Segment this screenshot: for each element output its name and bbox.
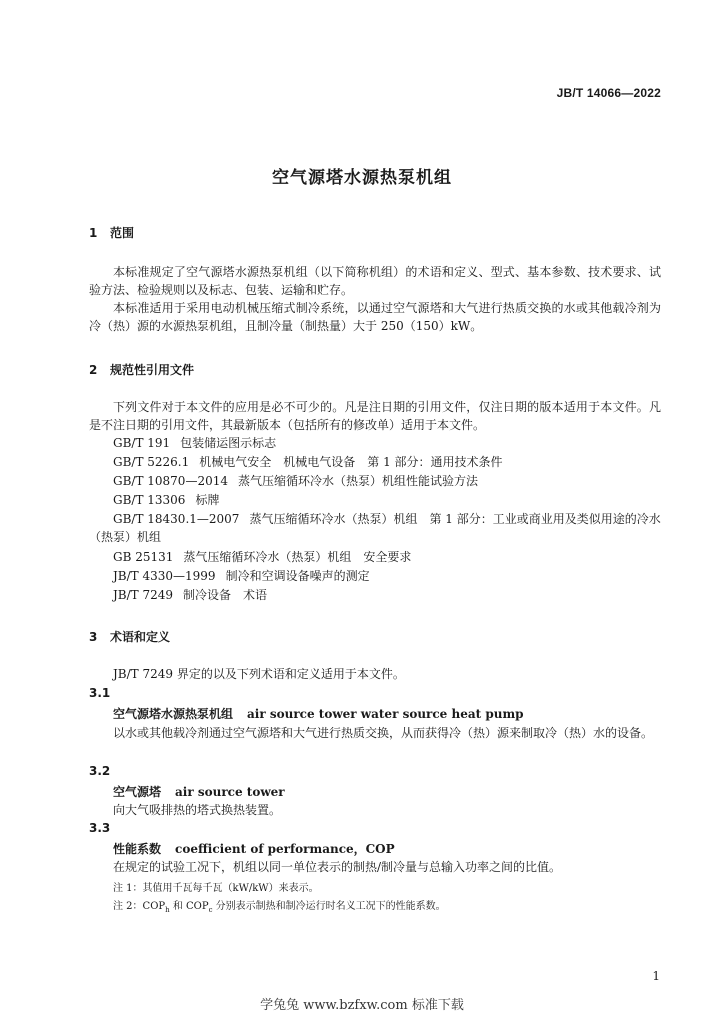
term-zh: 性能系数 — [113, 842, 162, 856]
section-3-intro: JB/T 7249 界定的以及下列术语和定义适用于本文件。 — [113, 667, 405, 681]
section-title: 规范性引用文件 — [110, 363, 195, 377]
term-note-2: 注 2：$COP_h$ 和 $COP_c$ 分别表示制热和制冷运行时名义工况下的性能系数。 — [113, 901, 446, 914]
reference-code: GB/T 18430.1—2007 — [113, 512, 240, 526]
term-number: 3.3 — [89, 821, 111, 835]
document-title: 空气源塔水源热泵机组 — [272, 168, 452, 188]
reference-title: 标牌 — [195, 493, 220, 507]
reference-title: 蒸气压缩循环冷水（热泵）机组性能试验方法 — [237, 474, 478, 488]
reference-code: GB/T 5226.1 — [113, 455, 190, 469]
term-heading — [113, 840, 395, 857]
term-number: 3.2 — [89, 764, 111, 778]
reference-item — [113, 548, 661, 566]
reference-title: 制冷和空调设备噪声的测定 — [225, 569, 370, 583]
term-definition: 以水或其他载冷剂通过空气源塔和大气进行热质交换，从而获得冷（热）源来制取冷（热）水的设备。 — [113, 726, 654, 740]
reference-code: JB/T 7249 — [113, 588, 174, 602]
section-number: 2 — [89, 363, 98, 377]
section-number: 3 — [89, 630, 98, 644]
reference-code: GB/T 13306 — [113, 493, 186, 507]
term-zh: 空气源塔 — [113, 785, 162, 799]
term-definition: 在规定的试验工况下，机组以同一单位表示的制热/制冷量与总输入功率之间的比值。 — [113, 860, 562, 874]
reference-title: 机械电气安全 机械电气设备 第 1 部分：通用技术条件 — [199, 455, 503, 469]
section-1-heading — [89, 224, 134, 241]
term-heading — [113, 783, 285, 800]
term-en: air source tower water source heat pump — [247, 707, 524, 721]
watermark-text: 学兔兔 www.bzfxw.com 标准下载 — [260, 998, 464, 1013]
section-2-intro: 下列文件对于本文件的应用是必不可少的。凡是注日期的引用文件，仅注日期的版本适用于本文件。凡是不注日期的引用文件，其最新版本（包括所有的修改单）适用于本文件。 — [89, 400, 661, 432]
reference-code: JB/T 4330—1999 — [113, 569, 216, 583]
section-title: 术语和定义 — [110, 630, 171, 644]
section-number: 1 — [89, 226, 98, 240]
term-en: coefficient of performance，COP — [175, 842, 395, 856]
reference-item — [113, 434, 661, 452]
reference-title: 制冷设备 术语 — [183, 588, 268, 602]
reference-code: GB/T 191 — [113, 436, 171, 450]
term-heading — [113, 705, 524, 722]
section-3-heading — [89, 628, 170, 645]
reference-item — [113, 453, 661, 471]
term-number: 3.1 — [89, 686, 111, 700]
section-title: 范围 — [110, 226, 135, 240]
section-2-heading — [89, 361, 194, 378]
reference-title: 蒸气压缩循环冷水（热泵）机组 安全要求 — [183, 550, 412, 564]
reference-item — [113, 586, 661, 604]
term-en: air source tower — [175, 785, 285, 799]
reference-item — [113, 491, 661, 509]
page-number: 1 — [652, 969, 660, 983]
standard-number: JB/T 14066—2022 — [556, 86, 661, 100]
reference-item — [113, 567, 661, 585]
reference-title: 蒸气压缩循环冷水（热泵）机组 第 1 部分：工业或商业用及类似用途的冷水（热泵）机组 — [89, 512, 661, 544]
reference-code: GB/T 10870—2014 — [113, 474, 228, 488]
reference-item — [89, 510, 661, 546]
term-note-1: 注 1：其值用千瓦每千瓦（kW/kW）来表示。 — [113, 883, 319, 894]
reference-title: 包装储运图示标志 — [180, 436, 277, 450]
section-1-paragraph-2: 本标准适用于采用电动机械压缩式制冷系统，以通过空气源塔和大气进行热质交换的水或其他载冷剂为冷（热）源的水源热泵机组，且制冷量（制热量）大于 250（150）kW。 — [89, 301, 661, 333]
reference-item — [113, 472, 661, 490]
term-zh: 空气源塔水源热泵机组 — [113, 707, 234, 721]
reference-code: GB 25131 — [113, 550, 174, 564]
term-definition: 向大气吸排热的塔式换热装置。 — [113, 803, 282, 817]
section-1-paragraph-1: 本标准规定了空气源塔水源热泵机组（以下简称机组）的术语和定义、型式、基本参数、技术要求、试验方法、检验规则以及标志、包装、运输和贮存。 — [89, 265, 661, 297]
